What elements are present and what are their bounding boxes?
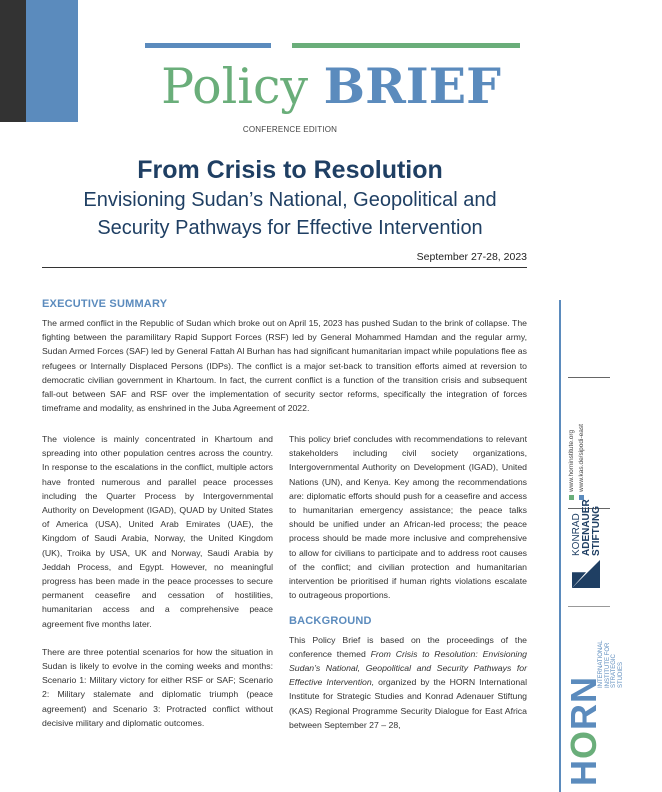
left-column: [42, 432, 273, 730]
masthead-policy: Policy: [161, 58, 309, 115]
background-paragraph: [289, 633, 527, 732]
masthead: [0, 56, 662, 117]
horn-sub-line-4: STUDIES: [617, 661, 624, 688]
conference-theme: From Crisis to Resolution: Envisioning Sudan’s National, Geopolitical and Security Pathways for Effective Intervention,: [289, 648, 527, 688]
masthead-brief: BRIEF: [323, 57, 501, 115]
horn-website-link[interactable]: [568, 430, 575, 500]
executive-summary-heading: EXECUTIVE SUMMARY: [42, 298, 168, 310]
title-divider: [42, 267, 527, 268]
kas-line-1: KONRAD: [571, 513, 582, 556]
sidebar-vertical-rule: [559, 300, 561, 792]
sidebar-divider-bottom: [568, 606, 610, 607]
horn-sub-line-3: STRATEGIC: [611, 654, 617, 688]
right-column: [289, 432, 527, 732]
kas-line-3: STIFTUNG: [591, 506, 602, 556]
left-paragraph-2: There are three potential scenarios for how the situation in Sudan is likely to evolve in the coming weeks and months: Scenario 1: Military victory for either RSF or SAF; Scenario 2: Military stalemate and diplomatic triumph (peace agreement) and Scenario 3: Protracted conflict without decisive military and diplomatic outcomes.: [42, 646, 273, 728]
background-intro: This Policy Brief is based on the proceedings of the conference themed: [289, 634, 527, 659]
horn-logo: [563, 675, 604, 786]
sidebar-divider-top: [568, 377, 610, 378]
horn-url: www.horninstitute.org: [568, 429, 575, 492]
executive-summary-paragraph: The armed conflict in the Republic of Sudan which broke out on April 15, 2023 has pushed Sudan to the brink of collapse. The fighting between the paramilitary Rapid Support Forces (RSF) led by General Mohammed Hamdan and the regular army, Sudan Armed Forces (SAF) led by General Fattah Al Burhan has had significant humanitarian impact while populations flee as refugees or Internally Displaced Persons (IDPs). The conflict is a major set-back to transition efforts aimed at reversion to democratic civilian government in Khartoum. In fact, the current conflict is a function of the transition crisis and subsequent fall-out between SAF and RSF over the implementation of security sector reforms, specifically the integration of forces timeframe and modality, as enshrined in the Juba Agreement of 2022.: [42, 318, 527, 414]
subtitle-line-1: Envisioning Sudan’s National, Geopolitical and: [83, 189, 497, 211]
horn-sub-line-2: INSTITUTE FOR: [604, 642, 611, 688]
recommendations-paragraph: This policy brief concludes with recommendations to relevant stakeholders including civil society organizations, Intergovernmental Authority on Development (IGAD), United Nations (UN), and Kenya. Key among the recommendations are: diplomatic efforts should push for a ceasefire and access to humanitarian emergency assistance; the peace talks should be unified under an African-led process; the peace process should be made more inclusive and comprehensive to allow for civilians to participate and to address root causes of the conflict; and civilian protection and humanitarian intervention be prioritised if human rights violations escalate to outrageous proportions.: [289, 434, 527, 601]
header-rule-green: [292, 43, 520, 48]
kas-website-link[interactable]: [578, 424, 585, 500]
background-heading: BACKGROUND: [289, 615, 372, 628]
conference-date: September 27-28, 2023: [416, 251, 527, 263]
horn-logo-subtitle: [598, 640, 624, 688]
subtitle-line-2: Security Pathways for Effective Intervention: [97, 217, 483, 239]
horn-letter-h: H: [563, 759, 604, 786]
horn-letters-rn: RN: [563, 675, 604, 730]
kas-url: www.kas.de/sipodi-east: [578, 424, 585, 492]
kas-line-2: ADENAUER: [581, 499, 592, 556]
horn-sub-line-1: INTERNATIONAL: [598, 640, 604, 688]
left-paragraph-1: The violence is mainly concentrated in Khartoum and spreading into other population centres across the country. In response to the escalations in the conflict, multiple actors have fronted numerous and parallel peace processes including the Quarter Process by Intergovernmental Authority on Development (IGAD), QUAD by United States of America (USA), United Arab Emirates (UAE), the Kingdom of Saudi Arabia, Norway, the United Kingdom (UK), Troika by USA, UK and Norway, Saudi Arabia by Jeddah Process, and Egypt. However, no meaningful progress has been made in the peace processes to secure permanent ceasefire and cessation of hostilities, humanitarian access and a comprehensive peace agreement five months later.: [42, 434, 273, 629]
kas-logo-icon: [570, 560, 602, 588]
document-subtitle: [30, 186, 550, 242]
kas-logo-text: [572, 499, 602, 556]
header-rule-blue: [145, 43, 271, 48]
horn-letter-o: O: [563, 729, 604, 759]
edition-label: CONFERENCE EDITION: [242, 125, 338, 134]
document-title: From Crisis to Resolution: [137, 156, 443, 184]
background-rest: organized by the HORN International Institute for Strategic Studies and Konrad Adenauer Stiftung (KAS) Regional Programme Security Dialogue for East Africa between September 27 – 28,: [289, 677, 527, 730]
